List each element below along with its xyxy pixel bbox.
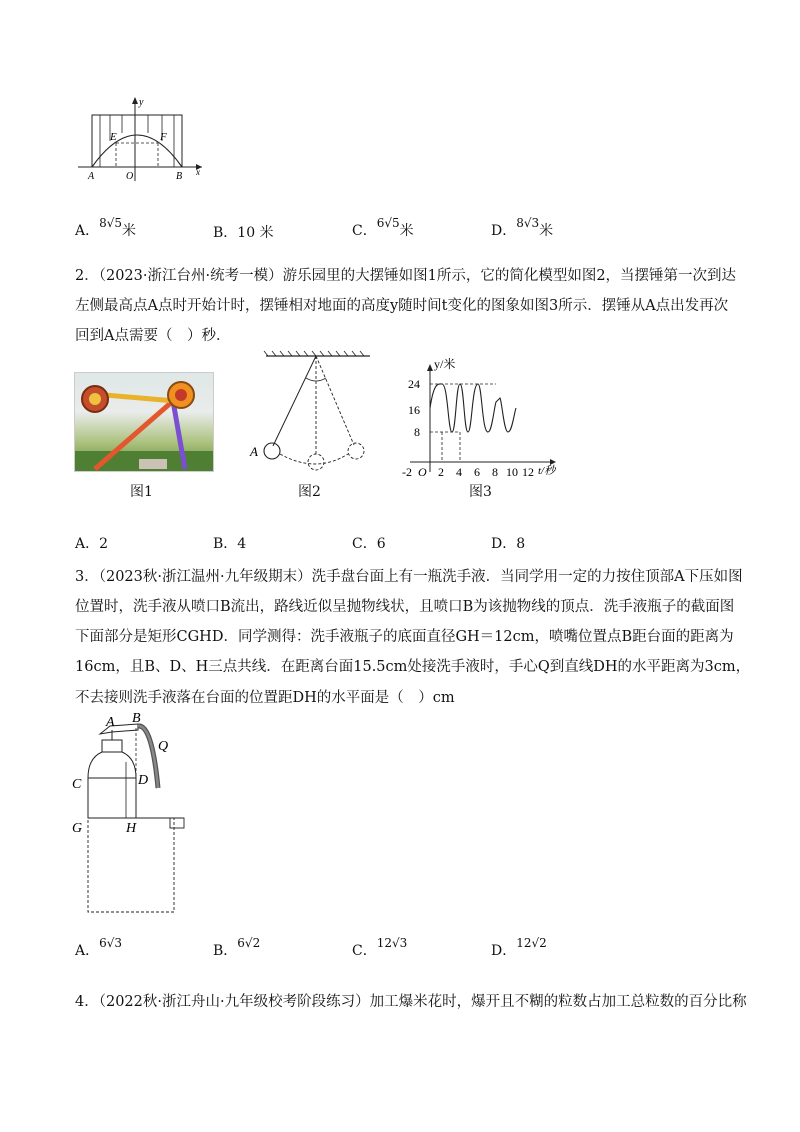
q2-fig3-xlabel: t/秒	[538, 465, 556, 477]
q2-caption-3: 图3	[469, 484, 492, 500]
option-value: 8√3	[516, 216, 540, 230]
option-unit: 米	[539, 223, 554, 239]
option-value: 6√2	[237, 936, 261, 950]
option-unit: 米	[399, 223, 414, 239]
q1-label-o: O	[126, 171, 134, 182]
q3-option-c[interactable]	[352, 936, 407, 960]
q2-option-a[interactable]	[75, 533, 108, 553]
q2-line-1: 2．（2023·浙江台州·统考一模）游乐园里的大摆锤如图1所示，它的简化模型如图2，当摆锤第一次到达	[75, 268, 737, 284]
option-value: 6	[376, 536, 386, 552]
q3-label-h: H	[126, 821, 137, 836]
q3-label-a: A	[106, 715, 115, 730]
q1-label-x: x	[196, 167, 200, 177]
option-value: 6√3	[99, 936, 123, 950]
q2-fig3-ylabel: y/米	[434, 357, 456, 371]
q3-line-1: 3．（2023秋·浙江温州·九年级期末）洗手盘台面上有一瓶洗手液．当同学用一定的力按住顶部A下压如图	[75, 569, 743, 585]
option-letter: C．	[352, 536, 377, 552]
q1-label-e: E	[110, 131, 117, 143]
q2-fig3-graph	[396, 352, 566, 480]
q2-fig3-ytick-24: 24	[408, 377, 420, 391]
option-value: 8	[516, 536, 526, 552]
option-letter: D．	[491, 943, 517, 959]
option-value: 4	[237, 536, 247, 552]
q2-fig3-ytick-8: 8	[414, 425, 420, 439]
option-letter: D．	[491, 223, 517, 239]
q3-option-d[interactable]	[491, 936, 547, 960]
q2-option-b[interactable]	[213, 533, 246, 553]
q3-label-b: B	[132, 711, 141, 726]
q3-label-c: C	[72, 777, 82, 792]
q1-option-a[interactable]	[75, 216, 136, 240]
q1-label-b: B	[176, 171, 183, 182]
option-value: 12√3	[376, 936, 408, 950]
option-letter: C．	[352, 223, 377, 239]
option-unit: 米	[122, 223, 137, 239]
q1-option-c[interactable]	[352, 216, 414, 240]
q1-figure	[70, 95, 210, 185]
q1-label-f: F	[160, 131, 167, 143]
q3-label-g: G	[72, 821, 83, 836]
q2-fig2-label-a: A	[250, 444, 258, 459]
q2-option-d[interactable]	[491, 533, 525, 553]
q1-label-y: y	[139, 97, 144, 108]
q2-fig3-ytick-16: 16	[408, 403, 420, 417]
option-unit: 米	[259, 225, 274, 241]
q3-line-4: 16cm，且B、D、H三点共线．在距离台面15.5cm处接洗手液时，手心Q到直线DH的水平距离为3cm，	[75, 659, 751, 675]
q4-line-1: 4．（2022秋·浙江舟山·九年级校考阶段练习）加工爆米花时，爆开且不糊的粒数占加工总粒数的百分比称	[75, 994, 747, 1010]
q1-option-d[interactable]	[491, 216, 553, 240]
q2-line-2: 左侧最高点A点时开始计时，摆锤相对地面的高度y随时间t变化的图象如图3所示．摆锤从A点出发再次	[75, 298, 729, 314]
q2-caption-2: 图2	[298, 484, 321, 500]
q2-option-c[interactable]	[352, 533, 386, 553]
option-letter: B．	[213, 943, 238, 959]
option-value: 2	[99, 536, 109, 552]
q2-line-3: 回到A点需要（ ）秒．	[75, 328, 231, 344]
option-value: 8√5	[99, 216, 123, 230]
q3-option-b[interactable]	[213, 936, 260, 960]
option-value: 6√5	[376, 216, 400, 230]
q1-option-b[interactable]	[213, 222, 274, 242]
q2-caption-1: 图1	[130, 484, 153, 500]
q2-fig3-xtick-8: 8	[492, 465, 498, 479]
option-letter: B．	[213, 225, 238, 241]
option-letter: B．	[213, 536, 238, 552]
q3-label-q: Q	[158, 739, 169, 754]
q2-fig1-photo	[74, 372, 214, 472]
q3-line-2: 位置时，洗手液从喷口B流出，路线近似呈抛物线状，且喷口B为该抛物线的顶点．洗手液瓶子的截面图	[75, 599, 735, 615]
q3-line-5: 不去接则洗手液落在台面的位置距DH的水平面是（ ）cm	[75, 690, 455, 706]
q2-fig3-xtick-10: 10	[506, 465, 518, 479]
option-letter: C．	[352, 943, 377, 959]
option-letter: A．	[75, 223, 100, 239]
q3-figure	[60, 708, 200, 920]
q1-label-a: A	[88, 171, 95, 182]
q2-fig3-xtick-neg2: -2	[402, 465, 412, 479]
q2-fig3-xtick-12: 12	[522, 465, 534, 479]
q2-fig3-xtick-o: O	[418, 465, 427, 479]
q2-fig2-pendulum	[244, 350, 384, 480]
q3-label-d: D	[138, 773, 149, 788]
option-letter: A．	[75, 536, 100, 552]
option-letter: D．	[491, 536, 517, 552]
q2-fig3-xtick-2: 2	[438, 465, 444, 479]
q2-fig3-xtick-4: 4	[456, 465, 462, 479]
q2-fig3-xtick-6: 6	[474, 465, 480, 479]
q3-line-3: 下面部分是矩形CGHD．同学测得：洗手液瓶子的底面直径GH＝12cm，喷嘴位置点B距台面的距离为	[75, 629, 734, 645]
option-letter: A．	[75, 943, 100, 959]
option-value: 12√2	[516, 936, 547, 950]
q3-option-a[interactable]	[75, 936, 122, 960]
option-value: 10	[237, 225, 256, 241]
